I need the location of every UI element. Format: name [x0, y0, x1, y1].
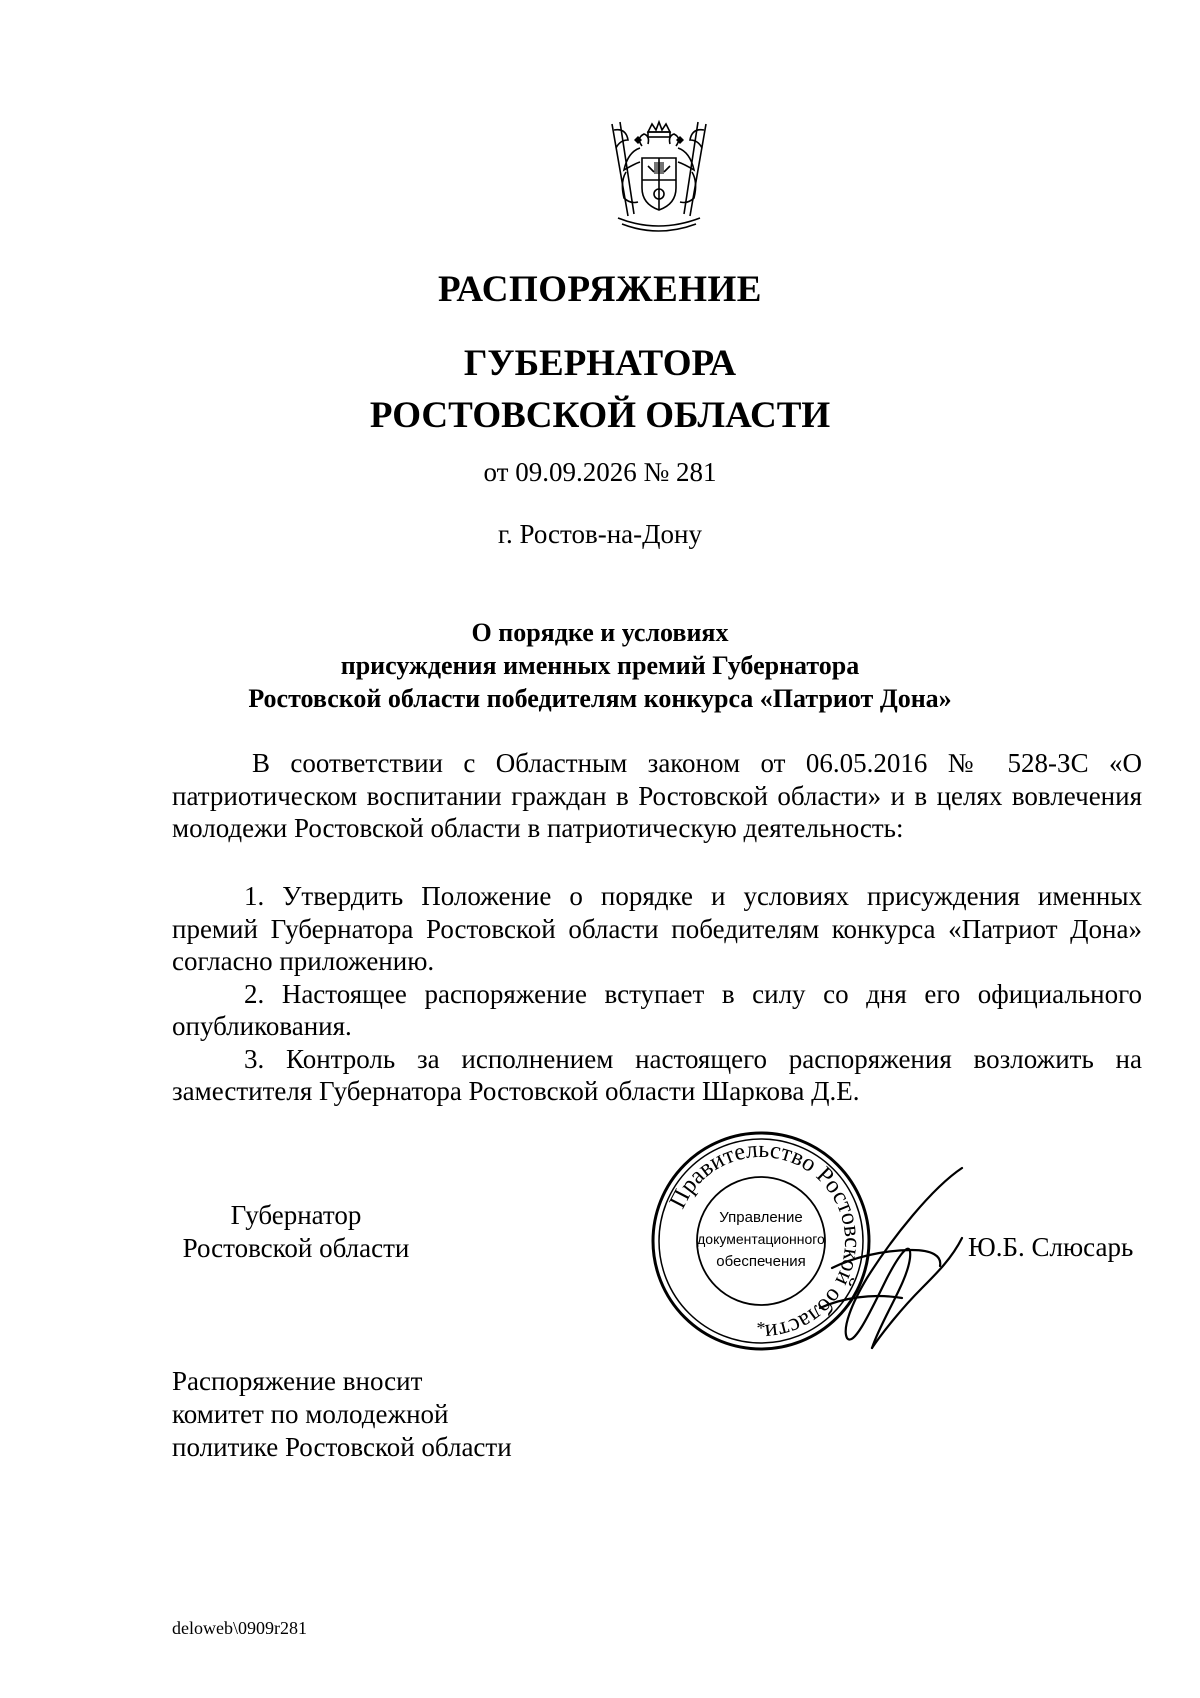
title-line: О порядке и условиях — [471, 618, 729, 647]
order-item: 3. Контроль за исполнением настоящего распоряжения возложить на заместителя Губернатора Ростовской области Шаркова Д.Е. — [172, 1043, 1142, 1106]
order-item: 1. Утвердить Положение о порядке и условиях присуждения именных премий Губернатора Ростовской области победителям конкурса «Патриот Дона» согласно приложению. — [172, 881, 1142, 976]
rostov-oblast-coat-of-arms-icon — [598, 118, 720, 238]
order-item: 2. Настоящее распоряжение вступает в силу со дня его официального опубликования. — [172, 978, 1142, 1041]
submitter-line: комитет по молодежной — [172, 1399, 449, 1429]
signatory-name: Ю.Б. Слюсарь — [968, 1232, 1134, 1262]
title-line: присуждения именных премий Губернатора — [340, 651, 860, 680]
title-line: Ростовской области победителям конкурса «Патриот Дона» — [248, 684, 952, 713]
issuer — [0, 338, 1200, 442]
stamp-center-line: обеспечения — [716, 1253, 806, 1270]
city: г. Ростов-на-Дону — [497, 519, 702, 549]
stamp-ring-text: Правительство Ростовской области — [664, 1136, 866, 1346]
stamp-star: * — [756, 1318, 766, 1338]
position-line: Ростовской области — [182, 1233, 410, 1263]
issuer-line: РОСТОВСКОЙ ОБЛАСТИ — [369, 395, 831, 436]
issuer-line: ГУБЕРНАТОРА — [463, 343, 737, 384]
signatory-position — [176, 1199, 416, 1265]
stamp-center-line: Управление — [719, 1209, 803, 1226]
submitter-line: политике Ростовской области — [172, 1432, 512, 1462]
document-type: РАСПОРЯЖЕНИЕ — [437, 269, 762, 310]
document-code: deloweb\0909r281 — [172, 1618, 307, 1638]
submitter-note — [172, 1365, 512, 1464]
position-line: Губернатор — [230, 1200, 362, 1230]
preamble-paragraph: В соответствии с Областным законом от 06.05.2016 № 528-ЗС «О патриотическом воспитании граждан в Ростовской области» и в целях вовлечения молодежи Ростовской области в патриотическую деятельность: — [172, 748, 1142, 843]
order-items — [172, 880, 1142, 1108]
stamp-center-line: документационного — [697, 1231, 825, 1247]
document-title — [0, 616, 1200, 715]
handwritten-signature — [812, 1158, 982, 1368]
submitter-line: Распоряжение вносит — [172, 1366, 423, 1396]
date-and-number: от 09.09.2026 № 281 — [483, 457, 717, 487]
